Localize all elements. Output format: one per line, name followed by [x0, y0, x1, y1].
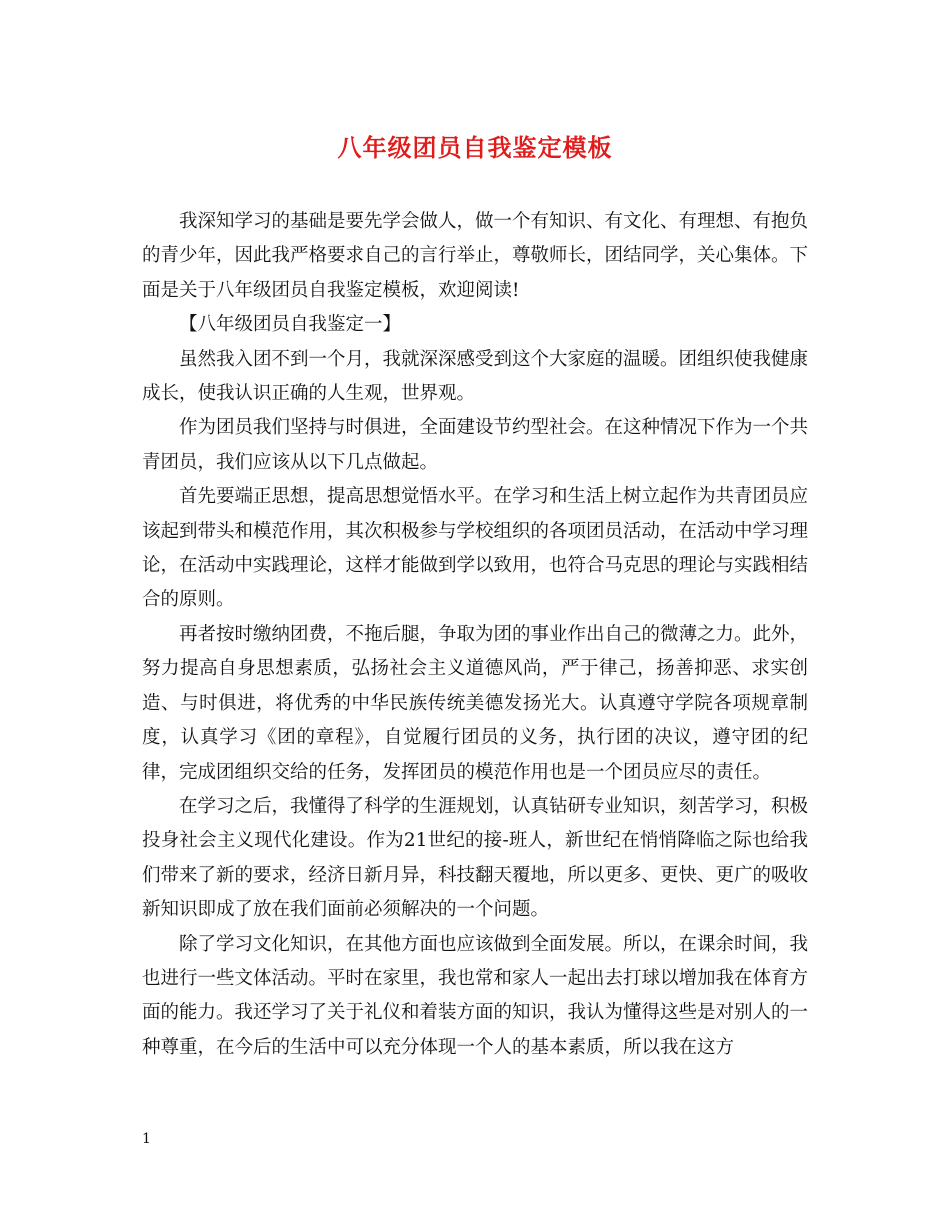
page-number: 1 — [142, 1131, 151, 1147]
section-heading: 【八年级团员自我鉴定一】 — [179, 314, 402, 336]
document-body — [142, 205, 808, 1065]
paragraph-6: 除了学习文化知识，在其他方面也应该做到全面发展。所以，在课余时间，我也进行一些文体活动。平时在家里，我也常和家人一起出去打球以增加我在体育方面的能力。我还学习了关于礼仪和着装方面的知识，我认为懂得这些是对别人的一种尊重，在今后的生活中可以充分体现一个人的基本素质，所以我在这方 — [142, 933, 809, 1058]
document-title: 八年级团员自我鉴定模板 — [337, 133, 613, 162]
paragraph-4: 再者按时缴纳团费，不拖后腿，争取为团的事业作出自己的微薄之力。此外，努力提高自身思想素质，弘扬社会主义道德风尚，严于律己，扬善抑恶、求实创造、与时俱进，将优秀的中华民族传统美德发扬光大。认真遵守学院各项规章制度，认真学习《团的章程》，自觉履行团员的义务，执行团的决议，遵守团的纪律，完成团组织交给的任务，发挥团员的模范作用也是一个团员应尽的责任。 — [142, 623, 809, 783]
paragraph-intro: 我深知学习的基础是要先学会做人，做一个有知识、有文化、有理想、有抱负的青少年，因此我严格要求自己的言行举止，尊敬师长，团结同学，关心集体。下面是关于八年级团员自我鉴定模板，欢迎阅读! — [142, 211, 809, 301]
paragraph-5: 在学习之后，我懂得了科学的生涯规划，认真钻研专业知识，刻苦学习，积极投身社会主义现代化建设。作为21世纪的接-班人，新世纪在悄悄降临之际也给我们带来了新的要求，经济日新月异，科技翻天覆地，所以更多、更快、更广的吸收新知识即成了放在我们面前必须解决的一个问题。 — [142, 795, 809, 921]
paragraph-3: 首先要端正思想，提高思想觉悟水平。在学习和生活上树立起作为共青团员应该起到带头和模范作用，其次积极参与学校组织的各项团员活动，在活动中学习理论，在活动中实践理论，这样才能做到学以致用，也符合马克思的理论与实践相结合的原则。 — [142, 486, 809, 611]
paragraph-2: 作为团员我们坚持与时俱进，全面建设节约型社会。在这种情况下作为一个共青团员，我们应该从以下几点做起。 — [142, 417, 809, 473]
paragraph-1: 虽然我入团不到一个月，我就深深感受到这个大家庭的温暖。团组织使我健康成长，使我认识正确的人生观，世界观。 — [142, 348, 809, 405]
